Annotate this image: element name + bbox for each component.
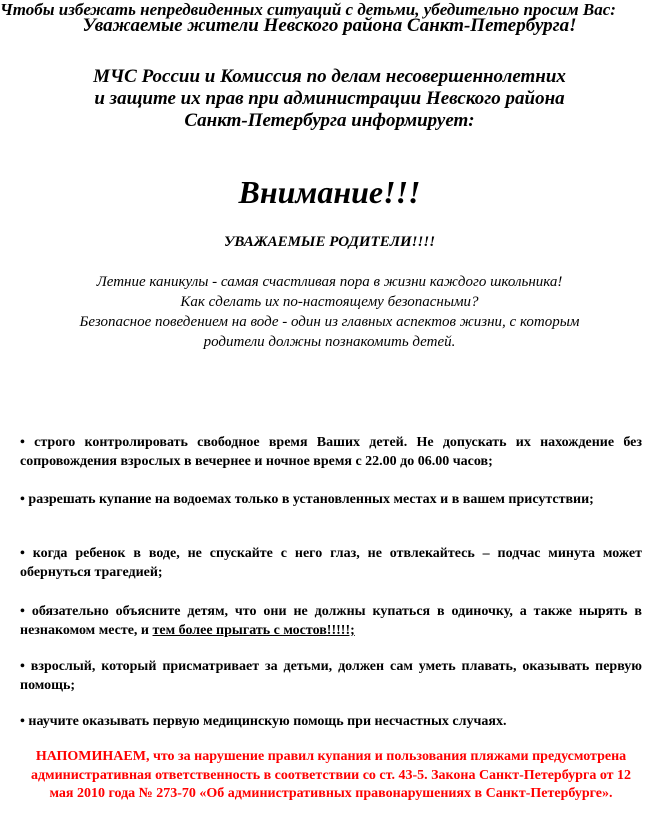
rule-item: • научите оказывать первую медицинскую помощь при несчастных случаях. — [20, 714, 507, 729]
intro-line: Как сделать их по-настоящему безопасными? — [180, 294, 479, 310]
intro-line: Безопасное поведением на воде - один из главных аспектов жизни, с которым — [79, 314, 580, 330]
reminder-text: что за нарушение правил купания и пользования пляжами предусмотрена административная ответственность в соответствии со ст. 43-5. Закона Санкт-Петербурга от 12 мая 2010 года № 273-70 «Об административных правонарушениях в Санкт-Петербурге». — [30, 749, 632, 801]
rule-item: • разрешать купание на водоемах только в установленных местах и в вашем присутствии; — [20, 492, 594, 507]
reminder-paragraph — [28, 748, 634, 804]
intro-line: Летние каникулы - самая счастливая пора в жизни каждого школьника! — [96, 274, 563, 290]
greeting-heading: Уважаемые жители Невского района Санкт-Петербурга! — [82, 15, 577, 36]
informer-line: МЧС России и Комиссия по делам несовершеннолетних — [93, 66, 566, 87]
rule-underlined-text: тем более прыгать с мостов!!!!!; — [152, 623, 355, 638]
informer-line: Санкт-Петербурга информирует: — [184, 110, 475, 131]
informer-heading — [0, 66, 659, 132]
rule-item — [20, 602, 642, 640]
request-heading: Чтобы избежать непредвиденных ситуаций с детьми, убедительно просим Вас: — [0, 0, 616, 19]
rule-text: • обязательно объясните детям, что они не должны купаться в одиночку, а также нырять в незнакомом месте, и — [20, 604, 642, 638]
rule-item: • строго контролировать свободное время Ваших детей. Не допускать их нахождение без сопровождения взрослых в вечернее и ночное время с 22.00 до 06.00 часов; — [20, 435, 642, 469]
rule-item: • когда ребенок в воде, не спускайте с него глаз, не отвлекайтесь – подчас минута может обернуться трагедией; — [20, 546, 642, 580]
attention-title: Внимание!!! — [238, 174, 421, 210]
parents-heading: УВАЖАЕМЫЕ РОДИТЕЛИ!!!! — [223, 234, 436, 250]
rule-item: • взрослый, который присматривает за детьми, должен сам уметь плавать, оказывать первую помощь; — [20, 659, 642, 693]
informer-line: и защите их прав при администрации Невского района — [94, 88, 565, 109]
reminder-lead: НАПОМИНАЕМ, — [35, 749, 150, 764]
intro-line: родители должны познакомить детей. — [203, 334, 456, 350]
intro-paragraph — [0, 272, 659, 352]
